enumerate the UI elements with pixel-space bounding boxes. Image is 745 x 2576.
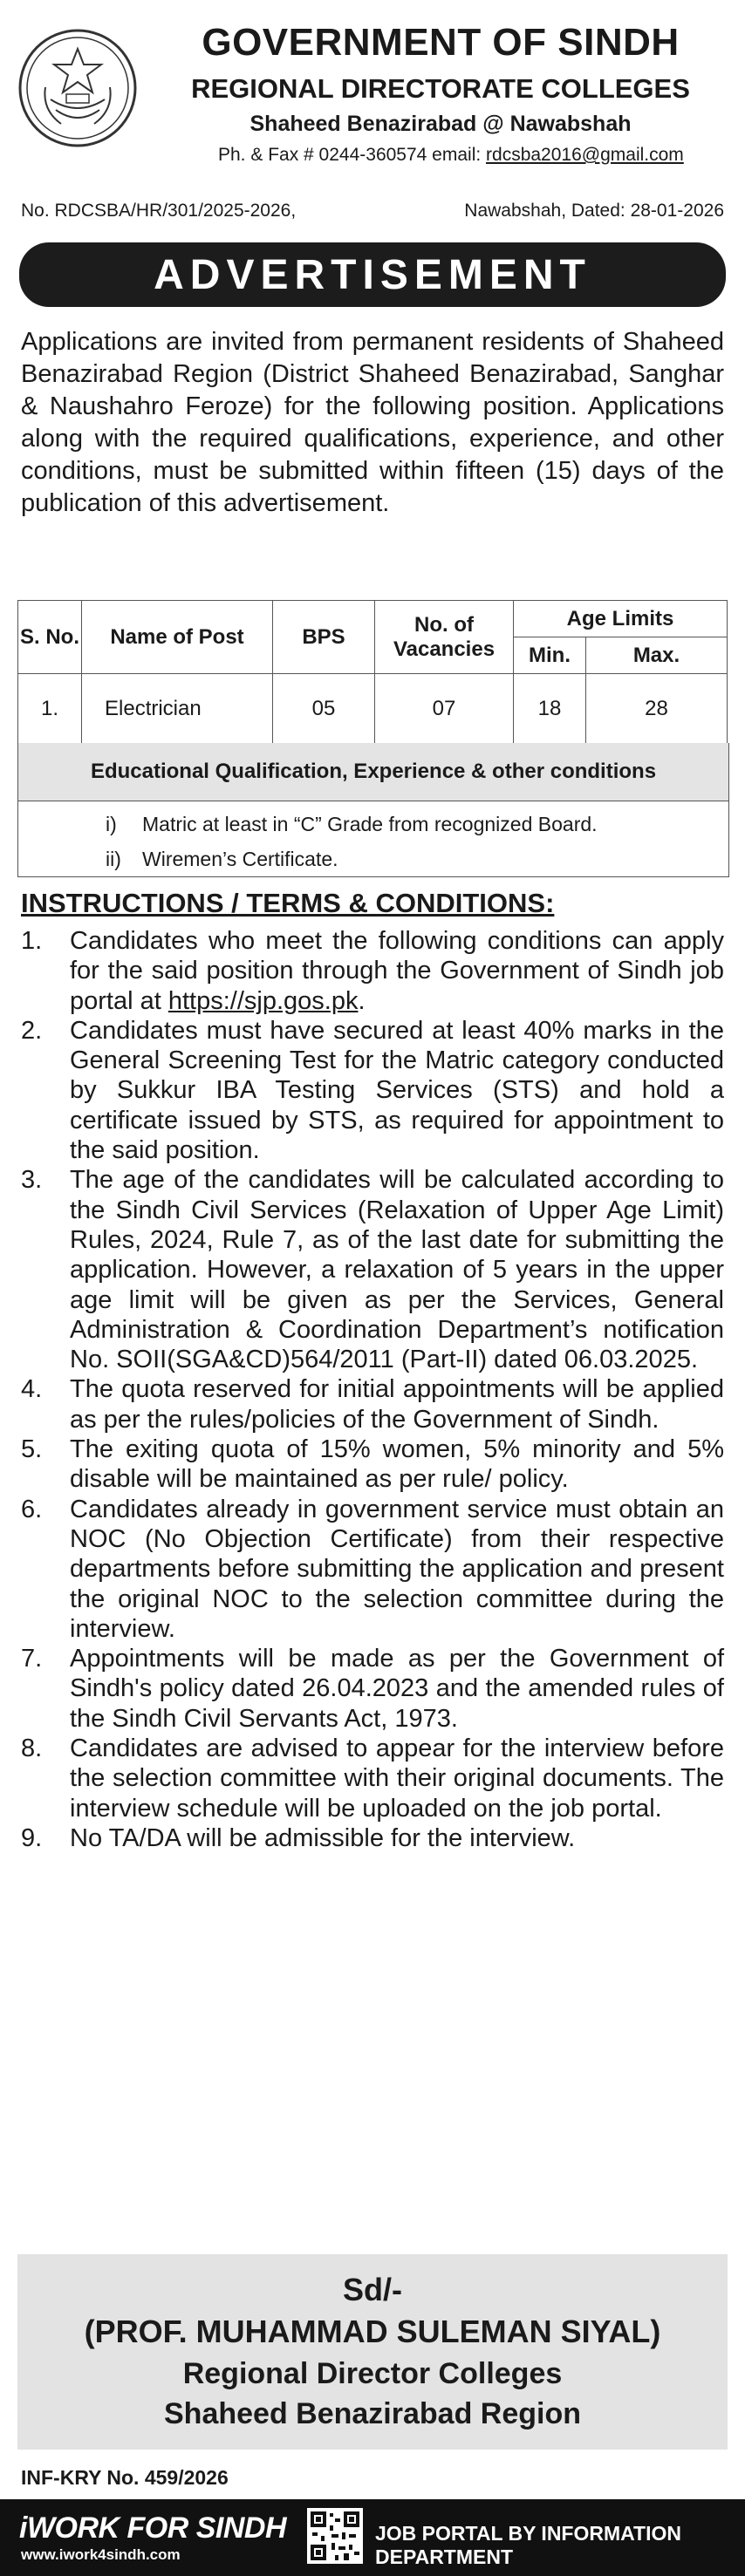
term-text: [70, 926, 724, 1016]
header-vacancies: No. of Vacancies: [375, 601, 514, 674]
term-number: 5.: [21, 1435, 43, 1464]
list-item: [21, 1734, 724, 1823]
cell-age-min: 18: [514, 674, 586, 744]
term-number: 4.: [21, 1375, 43, 1404]
term-number: 6.: [21, 1495, 43, 1523]
qualification-section: [17, 743, 729, 877]
instructions-title: INSTRUCTIONS / TERMS & CONDITIONS:: [21, 888, 555, 918]
qualification-number: ii): [106, 847, 121, 870]
list-item: [21, 1435, 724, 1495]
reference-number: No. RDCSBA/HR/301/2025-2026,: [21, 201, 297, 221]
term-number: 9.: [21, 1823, 43, 1852]
signatory-designation: Regional Director Colleges: [182, 2357, 563, 2390]
term-text: The quota reserved for initial appointments will be applied as per the rules/policies of the Government of Sindh.: [70, 1375, 724, 1434]
term-body: Candidates who meet the following conditions can apply for the said position through the Government of Sindh job portal at: [70, 927, 724, 1015]
brand-logo[interactable]: iWORK FOR SINDH: [19, 2511, 287, 2545]
list-item: [21, 926, 724, 1016]
term-number: 2.: [21, 1016, 43, 1045]
header-post: Name of Post: [82, 601, 273, 674]
header-bps: BPS: [273, 601, 375, 674]
list-item: [21, 1495, 724, 1644]
government-title: GOVERNMENT OF SINDH: [202, 21, 680, 64]
intro-paragraph: Applications are invited from permanent residents of Shaheed Benazirabad Region (District Shaheed Benazirabad, Sanghar & Naushahro Feroze) for the following position. Applications along with the required qualifications, experience, and other conditions, must be submitted within fifteen (15) days of the publication of this advertisement.: [21, 328, 724, 517]
term-text: Candidates already in government service must obtain an NOC (No Objection Certificate) from their respective departments before submitting the application and present the original NOC to the selection committee during the interview.: [70, 1495, 724, 1643]
cell-bps: 05: [273, 674, 375, 744]
header-age-limits: Age Limits: [514, 601, 728, 637]
header-age-max: Max.: [586, 637, 728, 674]
job-portal-link[interactable]: https://sjp.gos.pk: [167, 986, 359, 1015]
list-item: [21, 1165, 724, 1374]
header-sno: S. No.: [18, 601, 82, 674]
list-item: [18, 842, 728, 876]
term-number: 7.: [21, 1645, 43, 1673]
list-item: [21, 1374, 724, 1435]
term-number: 3.: [21, 1166, 43, 1195]
qualification-number: i): [106, 812, 117, 835]
contact-line: [218, 145, 684, 166]
term-number: 8.: [21, 1734, 43, 1763]
cell-post: Electrician: [82, 674, 273, 744]
term-text: The exiting quota of 15% women, 5% minority and 5% disable will be maintained as per rule/ policy.: [70, 1435, 724, 1494]
term-text: The age of the candidates will be calculated according to the Sindh Civil Services (Relaxation of Upper Age Limit) Rules, 2024, Rule 7, as of the last date for submitting the application. However, a relaxation of 5 years in the upper age limit will be given as per the Services, General Administration & Coordination Department’s notification No. SOII(SGA&CD)564/2011 (Part-II) dated 06.03.2025.: [70, 1166, 724, 1374]
inf-number: INF-KRY No. 459/2026: [21, 2466, 229, 2489]
term-text: Candidates are advised to appear for the interview before the selection committee with their original documents. The interview schedule will be uploaded on the job portal.: [70, 1734, 724, 1823]
list-item: [18, 807, 728, 842]
footer-bar: [0, 2499, 745, 2576]
posts-table: [17, 600, 728, 744]
signature-sd: Sd/-: [343, 2272, 402, 2307]
qr-code-icon: [307, 2508, 363, 2564]
signature-block: [17, 2254, 728, 2450]
qualification-text: Matric at least in “C” Grade from recognized Board.: [142, 812, 598, 835]
signatory-region: Shaheed Benazirabad Region: [164, 2397, 581, 2430]
date-line: Nawabshah, Dated: 28-01-2026: [464, 201, 724, 221]
term-text: No TA/DA will be admissible for the interview.: [70, 1823, 576, 1852]
term-number: 1.: [21, 927, 43, 955]
advertisement-banner: [19, 242, 726, 307]
qualification-heading: Educational Qualification, Experience & other conditions: [18, 743, 728, 801]
cell-age-max: 28: [586, 674, 728, 744]
list-item: [21, 1823, 724, 1853]
directorate-title: REGIONAL DIRECTORATE COLLEGES: [191, 73, 690, 104]
location-title: Shaheed Benazirabad @ Nawabshah: [249, 112, 632, 136]
term-tail: .: [358, 986, 366, 1015]
list-item: [21, 1644, 724, 1734]
sindh-government-seal-icon: [16, 26, 140, 150]
cell-sno: 1.: [18, 674, 82, 744]
email-link[interactable]: rdcsba2016@gmail.com: [486, 145, 684, 165]
header-age-min: Min.: [514, 637, 586, 674]
term-text: Candidates must have secured at least 40% marks in the General Screening Test for the Matric category conducted by Sukkur IBA Testing Services (STS) and hold a certificate issued by STS, as required for appointment to the said position.: [70, 1016, 724, 1165]
cell-vacancies: 07: [375, 674, 514, 744]
terms-list: [21, 926, 724, 1853]
footer-tagline: JOB PORTAL BY INFORMATION DEPARTMENT: [375, 2522, 681, 2568]
banner-text: ADVERTISEMENT: [154, 251, 591, 298]
list-item: [21, 1016, 724, 1165]
term-text: Appointments will be made as per the Government of Sindh's policy dated 26.04.2023 and the amended rules of the Sindh Civil Servants Act, 1973.: [70, 1645, 724, 1733]
brand-url[interactable]: www.iwork4sindh.com: [21, 2546, 181, 2563]
contact-prefix: Ph. & Fax # 0244-360574 email:: [218, 145, 487, 165]
table-row: [18, 674, 728, 744]
signatory-name: (PROF. MUHAMMAD SULEMAN SIYAL): [84, 2314, 661, 2349]
qualification-text: Wiremen’s Certificate.: [142, 847, 338, 870]
